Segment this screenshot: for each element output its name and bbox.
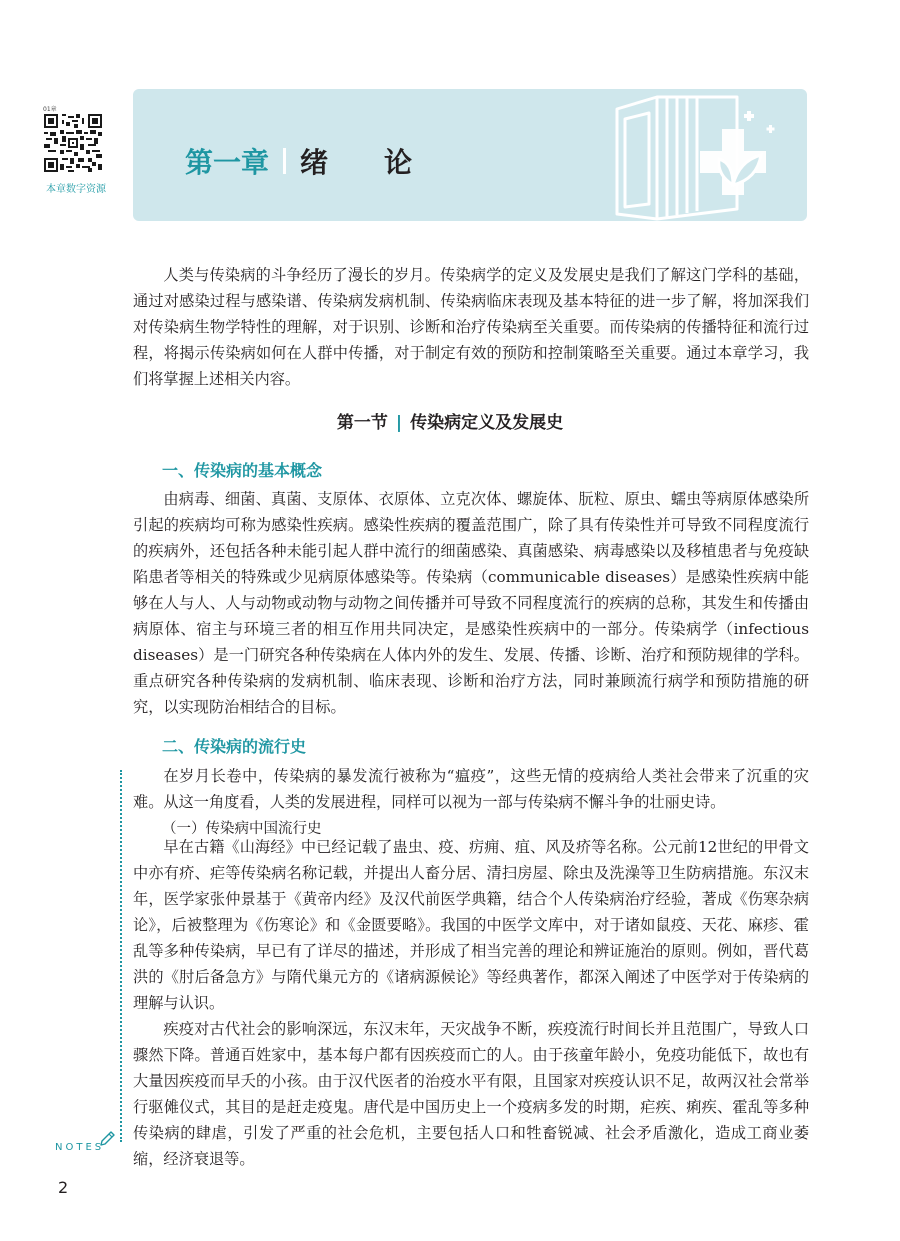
chapter-separator	[283, 148, 286, 174]
chapter-banner	[133, 89, 807, 221]
basic-concept-paragraph: 由病毒、细菌、真菌、支原体、衣原体、立克次体、螺旋体、朊粒、原虫、蠕虫等病原体感染所引起的疾病均可称为感染性疾病。感染性疾病的覆盖范围广，除了具有传染性并可导致不同程度流行的疾病外，还包括各种未能引起人群中流行的细菌感染、真菌感染、病毒感染以及移植患者与免疫缺陷患者等相关的特殊或少见病原体感染等。传染病（communicable diseases）是感染性疾病中能够在人与人、人与动物或动物与动物之间传播并可导致不同程度流行的疾病的总称，其发生和传播由病原体、宿主与环境三者的相互作用共同决定，是感染性疾病中的一部分。传染病学（infectious diseases）是一门研究各种传染病在人体内外的发生、发展、传播、诊断、治疗和预防规律的学科。重点研究各种传染病的发病机制、临床表现、诊断和治疗方法，同时兼顾流行病学和预防措施的研究，以实现防治相结合的目标。	[133, 490, 809, 716]
qr-tag: 01章	[43, 106, 57, 113]
qr-code-icon[interactable]	[44, 114, 102, 172]
chapter-title	[185, 141, 426, 181]
heading-basic-concept: 一、传染病的基本概念	[162, 461, 323, 480]
heading-epidemic-history: 二、传染病的流行史	[162, 737, 307, 756]
notes-margin-line	[120, 770, 122, 1142]
qr-caption: 本章数字资源	[46, 184, 106, 195]
section-name: 传染病定义及发展史	[410, 413, 564, 433]
medical-book-decoration-icon	[597, 89, 797, 221]
chapter-name: 绪 论	[300, 146, 427, 179]
heading-china-history: （一）传染病中国流行史	[162, 821, 322, 837]
page-number: 2	[58, 1178, 69, 1197]
section-number: 第一节	[336, 413, 388, 433]
ancient-society-paragraph: 疾疫对古代社会的影响深远，东汉末年，天灾战争不断，疾疫流行时间长并且范围广，导致人口骤然下降。普通百姓家中，基本每户都有因疾疫而亡的人。由于孩童年龄小，免疫功能低下，故也有大量因疾疫而早夭的小孩。由于汉代医者的治疫水平有限，且国家对疾疫认识不足，故两汉社会常举行驱傩仪式，其目的是赶走疫鬼。唐代是中国历史上一个疫病多发的时期，疟疾、痢疾、霍乱等多种传染病的肆虐，引发了严重的社会危机，主要包括人口和牲畜锐减、社会矛盾激化，造成工商业萎缩，经济衰退等。	[133, 1020, 809, 1168]
intro-paragraph: 人类与传染病的斗争经历了漫长的岁月。传染病学的定义及发展史是我们了解这门学科的基础，通过对感染过程与感染谱、传染病发病机制、传染病临床表现及基本特征的进一步了解，将加深我们对传染病生物学特性的理解，对于识别、诊断和治疗传染病至关重要。而传染病的传播特征和流行过程，将揭示传染病如何在人群中传播，对于制定有效的预防和控制策略至关重要。通过本章学习，我们将掌握上述相关内容。	[133, 266, 809, 388]
section-title	[0, 408, 900, 433]
notes-label: NOTES	[55, 1142, 105, 1153]
china-history-paragraph: 早在古籍《山海经》中已经记载了蛊虫、疫、疠痈、疽、风及疥等名称。公元前12世纪的甲骨文中亦有疥、疟等传染病名称记载，并提出人畜分居、清扫房屋、除虫及洗澡等卫生防病措施。东汉末年，医学家张仲景基于《黄帝内经》及汉代前医学典籍，结合个人传染病治疗经验，著成《伤寒杂病论》，后被整理为《伤寒论》和《金匮要略》。我国的中医学文库中，对于诸如鼠疫、天花、麻疹、霍乱等多种传染病，早已有了详尽的描述，并形成了相当完善的理论和辨证施治的原则。例如，晋代葛洪的《肘后备急方》与隋代巢元方的《诸病源候论》等经典著作，都深入阐述了中医学对于传染病的理解与认识。	[133, 838, 809, 1012]
section-separator: |	[395, 413, 403, 433]
chapter-number: 第一章	[185, 146, 270, 179]
epidemic-history-paragraph: 在岁月长卷中，传染病的暴发流行被称为“瘟疫”，这些无情的疫病给人类社会带来了沉重的灾难。从这一角度看，人类的发展进程，同样可以视为一部与传染病不懈斗争的壮丽史诗。	[133, 767, 809, 811]
